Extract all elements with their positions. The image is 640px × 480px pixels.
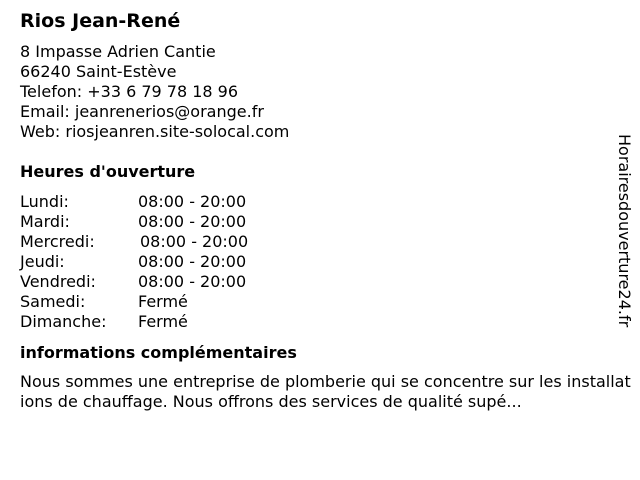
additional-info-text: Nous sommes une entreprise de plomberie qui se concentre sur les installations de chauffage. Nous offrons des services de qualité supé...	[20, 372, 631, 411]
hours-time: 08:00 - 20:00	[138, 212, 247, 231]
hours-time: Fermé	[138, 312, 188, 331]
hours-day: Samedi:	[20, 292, 86, 311]
hours-day: Dimanche:	[20, 312, 107, 331]
hours-time: 08:00 - 20:00	[138, 192, 247, 211]
opening-hours-heading: Heures d'ouverture	[20, 162, 196, 181]
hours-day: Vendredi:	[20, 272, 96, 291]
website-line: Web: riosjeanren.site-solocal.com	[20, 122, 290, 141]
hours-row-thursday	[20, 252, 632, 272]
business-name: Rios Jean-René	[20, 10, 181, 32]
hours-time: Fermé	[138, 292, 188, 311]
address-city: 66240 Saint-Estève	[20, 62, 177, 81]
hours-day: Lundi:	[20, 192, 69, 211]
hours-time: 08:00 - 20:00	[138, 252, 247, 271]
hours-row-friday	[20, 272, 632, 292]
address-street: 8 Impasse Adrien Cantie	[20, 42, 216, 61]
hours-time: 08:00 - 20:00	[140, 232, 249, 251]
hours-row-monday	[20, 192, 632, 212]
email-line: Email: jeanrenerios@orange.fr	[20, 102, 264, 121]
business-card	[20, 8, 632, 412]
phone-line: Telefon: +33 6 79 78 18 96	[20, 82, 239, 101]
hours-row-tuesday	[20, 212, 632, 232]
hours-day: Mardi:	[20, 212, 70, 231]
hours-row-wednesday	[20, 232, 632, 252]
opening-hours-table	[20, 192, 632, 332]
hours-row-saturday	[20, 292, 632, 312]
hours-row-sunday	[20, 312, 632, 332]
hours-time: 08:00 - 20:00	[138, 272, 247, 291]
additional-info-heading: informations complémentaires	[20, 343, 297, 362]
hours-day: Mercredi:	[20, 232, 95, 251]
site-watermark: Horairesdouverture24.fr	[615, 134, 634, 328]
hours-day: Jeudi:	[20, 252, 65, 271]
